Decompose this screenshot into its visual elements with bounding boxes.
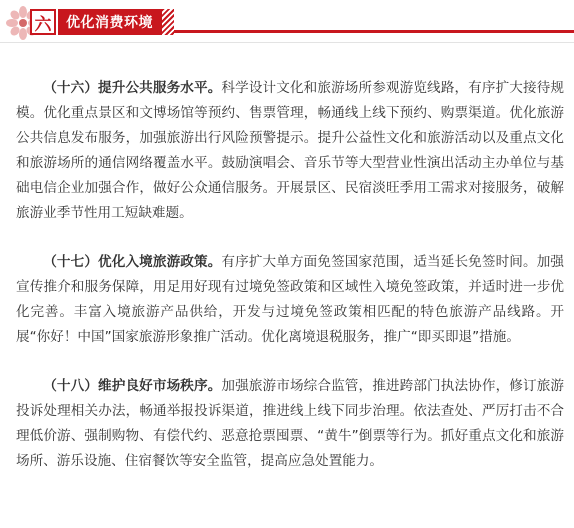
- paragraph-heading: （十八）维护良好市场秩序。: [43, 378, 222, 394]
- article-body: [16, 76, 564, 498]
- paragraph-text: 加强旅游市场综合监管，推进跨部门执法协作，修订旅游投诉处理相关办法，畅通举报投诉渠道，推进线上线下同步治理。依法查处、严厉打击不合理低价游、强制购物、有偿代约、恶意抢票囤票、“黄牛”倒票等行为。抓好重点文化和旅游场所、游乐设施、住宿餐饮等安全监管，提高应急处置能力。: [16, 378, 565, 469]
- section-number-badge: 六: [30, 9, 56, 35]
- header-red-rule: [174, 30, 574, 33]
- header-divider: [0, 42, 574, 43]
- article-paragraph: [16, 250, 564, 350]
- section-title: 优化消费环境: [58, 9, 162, 35]
- paragraph-heading: （十六）提升公共服务水平。: [43, 80, 222, 96]
- paragraph-text: 科学设计文化和旅游场所参观游览线路，有序扩大接待规模。优化重点景区和文博场馆等预约、售票管理，畅通线上线下预约、购票渠道。优化旅游公共信息发布服务，加强旅游出行风险预警提示。提升公益性文化和旅游活动以及重点文化和旅游场所的通信网络覆盖水平。鼓励演唱会、音乐节等大型营业性演出活动主办单位与基础电信企业加强合作，做好公众通信服务。开展景区、民宿淡旺季用工需求对接服务，破解旅游业季节性用工短缺难题。: [16, 80, 565, 221]
- paragraph-heading: （十七）优化入境旅游政策。: [43, 254, 222, 270]
- title-stripe-decoration: [162, 9, 174, 35]
- article-paragraph: [16, 76, 564, 226]
- paragraph-text: 有序扩大单方面免签国家范围，适当延长免签时间。加强宣传推介和服务保障，用足用好现有过境免签政策和区域性入境免签政策，并适时进一步优化完善。丰富入境旅游产品供给，开发与过境免签政策相匹配的特色旅游产品线路。开展“你好！中国”国家旅游形象推广活动。优化离境退税服务，推广“即买即退”措施。: [16, 254, 565, 345]
- section-header: [0, 0, 574, 48]
- article-paragraph: [16, 374, 564, 474]
